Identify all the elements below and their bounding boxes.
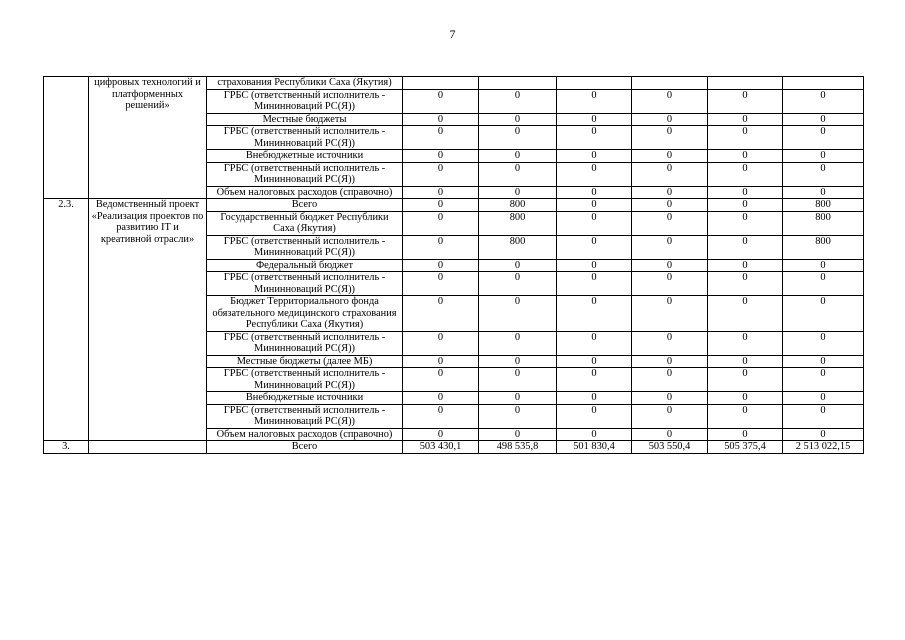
value-cell: 0 [479,186,557,199]
value-cell: 0 [403,368,479,392]
value-cell: 0 [632,272,708,296]
project-name-cell: Ведомственный проект «Реализация проектов по развитию IT и креативной отрасли» [89,199,207,441]
value-cell: 0 [557,331,632,355]
value-cell: 0 [557,296,632,332]
value-cell: 0 [632,186,708,199]
total-value-cell: 2 513 022,15 [783,441,864,454]
value-cell: 0 [632,126,708,150]
value-cell: 800 [479,235,557,259]
value-cell: 0 [403,296,479,332]
funding-source-cell: Внебюджетные источники [207,150,403,163]
project-number-cell: 2.3. [44,199,89,441]
continuation-name-cell: цифровых технологий и платформенных решений» [89,77,207,199]
table-row [44,199,864,212]
value-cell: 0 [632,355,708,368]
value-cell: 0 [403,259,479,272]
value-cell: 0 [479,162,557,186]
value-cell: 0 [708,150,783,163]
funding-source-cell: Местные бюджеты [207,113,403,126]
funding-source-cell: Объем налоговых расходов (справочно) [207,428,403,441]
value-cell: 0 [708,186,783,199]
funding-source-cell: ГРБС (ответственный исполнитель - Мининноваций РС(Я)) [207,162,403,186]
funding-source-cell: ГРБС (ответственный исполнитель - Мининноваций РС(Я)) [207,331,403,355]
funding-source-cell: Объем налоговых расходов (справочно) [207,186,403,199]
total-number-cell: 3. [44,441,89,454]
value-cell [632,77,708,90]
value-cell: 0 [632,259,708,272]
value-cell: 0 [632,331,708,355]
value-cell: 0 [479,404,557,428]
total-row [44,441,864,454]
value-cell: 0 [557,186,632,199]
value-cell [479,77,557,90]
total-name-cell [89,441,207,454]
value-cell: 0 [403,235,479,259]
value-cell: 0 [632,235,708,259]
value-cell: 0 [632,162,708,186]
value-cell: 800 [783,199,864,212]
value-cell: 0 [783,186,864,199]
funding-source-cell: ГРБС (ответственный исполнитель - Мининноваций РС(Я)) [207,235,403,259]
total-value-cell: 503 430,1 [403,441,479,454]
value-cell: 0 [783,404,864,428]
funding-source-cell: ГРБС (ответственный исполнитель - Мининноваций РС(Я)) [207,368,403,392]
value-cell: 0 [708,331,783,355]
value-cell: 0 [479,331,557,355]
page-number: 7 [449,27,456,41]
funding-source-cell: Бюджет Территориального фонда обязательного медицинского страхования Республики Саха (Якутия) [207,296,403,332]
funding-source-cell: ГРБС (ответственный исполнитель - Мининноваций РС(Я)) [207,272,403,296]
value-cell: 0 [479,126,557,150]
value-cell: 0 [557,211,632,235]
value-cell: 0 [403,272,479,296]
value-cell: 0 [479,355,557,368]
value-cell: 0 [708,355,783,368]
value-cell: 0 [403,150,479,163]
value-cell: 0 [557,259,632,272]
value-cell: 0 [708,126,783,150]
funding-source-cell: ГРБС (ответственный исполнитель - Мининноваций РС(Я)) [207,404,403,428]
value-cell: 0 [403,331,479,355]
value-cell [403,77,479,90]
value-cell: 0 [708,428,783,441]
value-cell: 0 [783,296,864,332]
value-cell: 0 [557,355,632,368]
value-cell: 0 [632,89,708,113]
value-cell: 0 [632,113,708,126]
value-cell: 0 [783,272,864,296]
value-cell: 800 [479,211,557,235]
value-cell: 0 [403,113,479,126]
funding-source-cell: ГРБС (ответственный исполнитель - Мининноваций РС(Я)) [207,89,403,113]
value-cell: 0 [403,126,479,150]
value-cell: 0 [783,355,864,368]
value-cell: 0 [632,199,708,212]
value-cell: 0 [632,428,708,441]
value-cell: 0 [783,368,864,392]
value-cell: 0 [479,259,557,272]
value-cell: 0 [783,126,864,150]
value-cell: 0 [783,428,864,441]
value-cell: 0 [479,296,557,332]
value-cell: 0 [403,211,479,235]
continuation-number-cell [44,77,89,199]
funding-source-cell: Федеральный бюджет [207,259,403,272]
value-cell: 0 [708,272,783,296]
value-cell: 800 [783,211,864,235]
budget-table [43,76,864,454]
value-cell: 800 [479,199,557,212]
value-cell: 0 [708,368,783,392]
value-cell: 0 [403,428,479,441]
value-cell: 0 [403,355,479,368]
value-cell: 0 [783,162,864,186]
value-cell: 0 [557,126,632,150]
value-cell: 0 [708,235,783,259]
value-cell: 0 [557,272,632,296]
funding-source-cell: Государственный бюджет Республики Саха (Якутия) [207,211,403,235]
value-cell: 0 [783,113,864,126]
total-value-cell: 498 535,8 [479,441,557,454]
value-cell: 0 [557,392,632,405]
value-cell: 0 [557,428,632,441]
value-cell: 0 [783,150,864,163]
total-value-cell: 505 375,4 [708,441,783,454]
value-cell: 0 [783,89,864,113]
value-cell: 0 [708,162,783,186]
funding-source-cell: Внебюджетные источники [207,392,403,405]
value-cell: 0 [632,150,708,163]
total-value-cell: 501 830,4 [557,441,632,454]
value-cell: 0 [708,392,783,405]
value-cell: 800 [783,235,864,259]
value-cell: 0 [479,272,557,296]
value-cell: 0 [403,186,479,199]
value-cell: 0 [557,235,632,259]
value-cell: 0 [479,368,557,392]
value-cell: 0 [708,113,783,126]
funding-source-cell: Всего [207,199,403,212]
value-cell: 0 [403,392,479,405]
value-cell: 0 [708,404,783,428]
value-cell: 0 [557,150,632,163]
value-cell: 0 [557,113,632,126]
value-cell [708,77,783,90]
value-cell: 0 [479,428,557,441]
value-cell: 0 [783,259,864,272]
value-cell [557,77,632,90]
value-cell: 0 [557,368,632,392]
total-source-cell: Всего [207,441,403,454]
value-cell: 0 [479,89,557,113]
value-cell: 0 [783,392,864,405]
funding-source-cell: страхования Республики Саха (Якутия) [207,77,403,90]
value-cell: 0 [403,162,479,186]
value-cell: 0 [403,199,479,212]
total-value-cell: 503 550,4 [632,441,708,454]
table-row [44,77,864,90]
value-cell: 0 [557,89,632,113]
value-cell: 0 [479,113,557,126]
value-cell: 0 [479,392,557,405]
value-cell: 0 [632,392,708,405]
value-cell: 0 [708,296,783,332]
value-cell: 0 [557,404,632,428]
value-cell: 0 [632,296,708,332]
value-cell: 0 [632,211,708,235]
value-cell: 0 [708,259,783,272]
value-cell: 0 [708,211,783,235]
value-cell: 0 [557,162,632,186]
value-cell: 0 [403,89,479,113]
value-cell: 0 [708,89,783,113]
value-cell: 0 [632,368,708,392]
value-cell: 0 [479,150,557,163]
funding-source-cell: ГРБС (ответственный исполнитель - Мининноваций РС(Я)) [207,126,403,150]
value-cell [783,77,864,90]
value-cell: 0 [403,404,479,428]
value-cell: 0 [632,404,708,428]
value-cell: 0 [783,331,864,355]
value-cell: 0 [708,199,783,212]
value-cell: 0 [557,199,632,212]
funding-source-cell: Местные бюджеты (далее МБ) [207,355,403,368]
